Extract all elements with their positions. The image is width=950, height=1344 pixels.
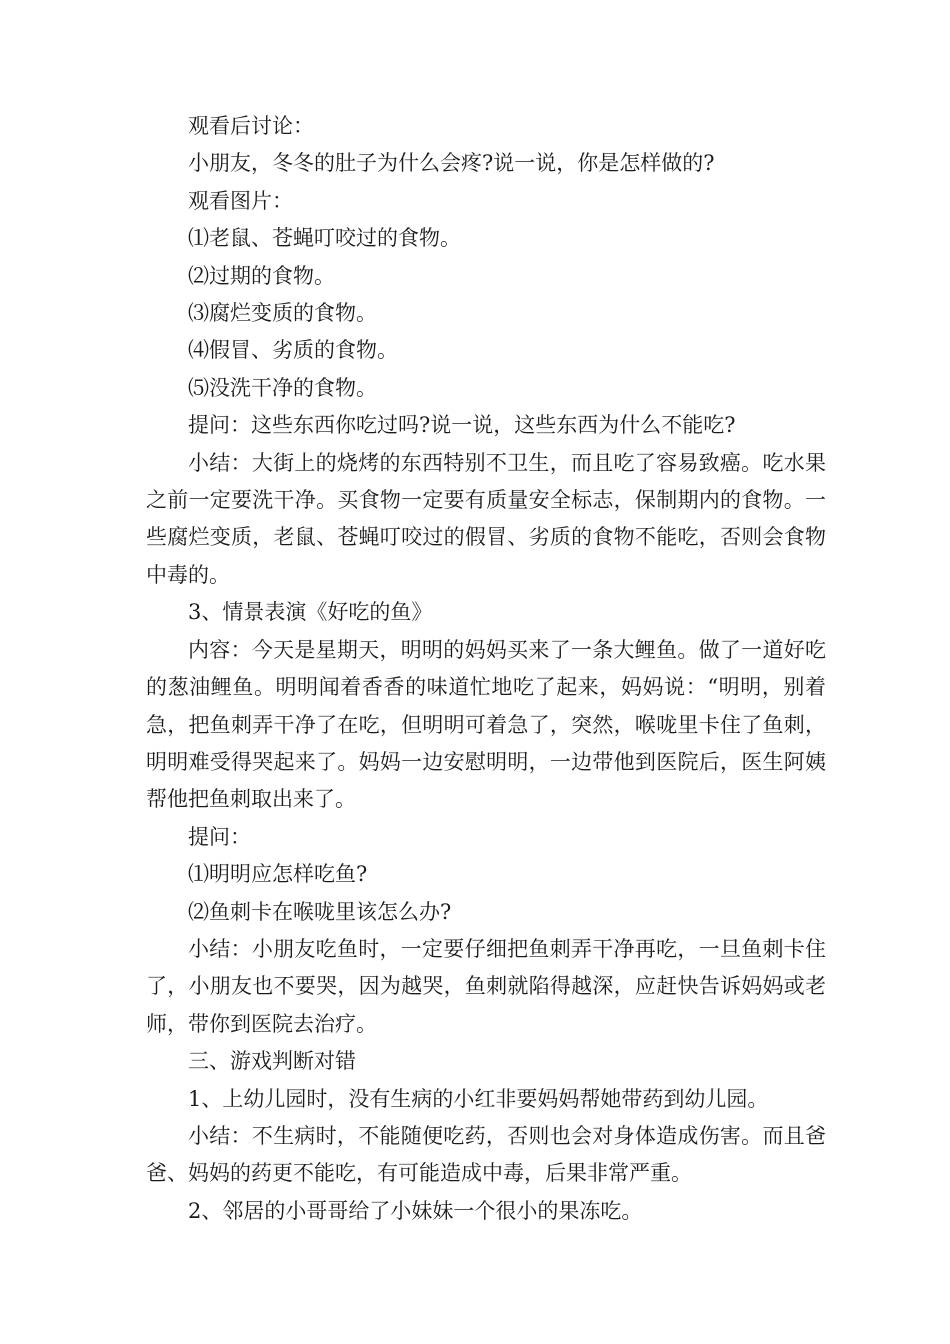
paragraph: 2、邻居的小哥哥给了小妹妹一个很小的果冻吃。	[188, 1198, 643, 1223]
list-item: ⑶腐烂变质的食物。	[188, 301, 377, 326]
paragraph: 提问：这些东西你吃过吗?说一说，这些东西为什么不能吃?	[188, 413, 736, 438]
paragraph: 小朋友，冬冬的肚子为什么会疼?说一说，你是怎样做的?	[188, 151, 715, 176]
section-heading: 3、情景表演《好吃的鱼》	[188, 600, 433, 625]
summary-paragraph: 小结：小朋友吃鱼时，一定要仔细把鱼刺弄干净再吃，一旦鱼刺卡住了，小朋友也不要哭，因为越哭，鱼刺就陷得越深，应赶快告诉妈妈或老师，带你到医院去治疗。	[146, 936, 826, 1036]
list-item: ⑵鱼刺卡在喉咙里该怎么办?	[188, 899, 452, 924]
list-item: ⑴明明应怎样吃鱼?	[188, 862, 368, 887]
paragraph: 1、上幼儿园时，没有生病的小红非要妈妈帮她带药到幼儿园。	[188, 1086, 769, 1111]
paragraph: 提问：	[188, 824, 251, 849]
summary-paragraph: 小结：不生病时，不能随便吃药，否则也会对身体造成伤害。而且爸爸、妈妈的药更不能吃，有可能造成中毒，后果非常严重。	[146, 1123, 826, 1186]
list-item: ⑵过期的食物。	[188, 263, 335, 288]
section-heading: 三、游戏判断对错	[188, 1049, 356, 1074]
list-item: ⑸没洗干净的食物。	[188, 375, 377, 400]
paragraph: 观看后讨论：	[188, 114, 314, 138]
list-item: ⑷假冒、劣质的食物。	[188, 338, 398, 363]
list-item: ⑴老鼠、苍蝇叮咬过的食物。	[188, 226, 461, 251]
paragraph: 观看图片：	[188, 188, 293, 213]
paragraph: 内容：今天是星期天，明明的妈妈买来了一条大鲤鱼。做了一道好吃的葱油鲤鱼。明明闻着香香的味道忙地吃了起来，妈妈说：“明明，别着急，把鱼刺弄干净了在吃，但明明可着急了，突然，喉咙里卡住了鱼刺，明明难受得哭起来了。妈妈一边安慰明明，一边带他到医院后，医生阿姨帮他把鱼刺取出来了。	[146, 637, 826, 812]
document-page	[146, 108, 826, 1230]
summary-paragraph: 小结：大街上的烧烤的东西特别不卫生，而且吃了容易致癌。吃水果之前一定要洗干净。买食物一定要有质量安全标志，保制期内的食物。一些腐烂变质，老鼠、苍蝇叮咬过的假冒、劣质的食物不能吃，否则会食物中毒的。	[146, 450, 826, 587]
